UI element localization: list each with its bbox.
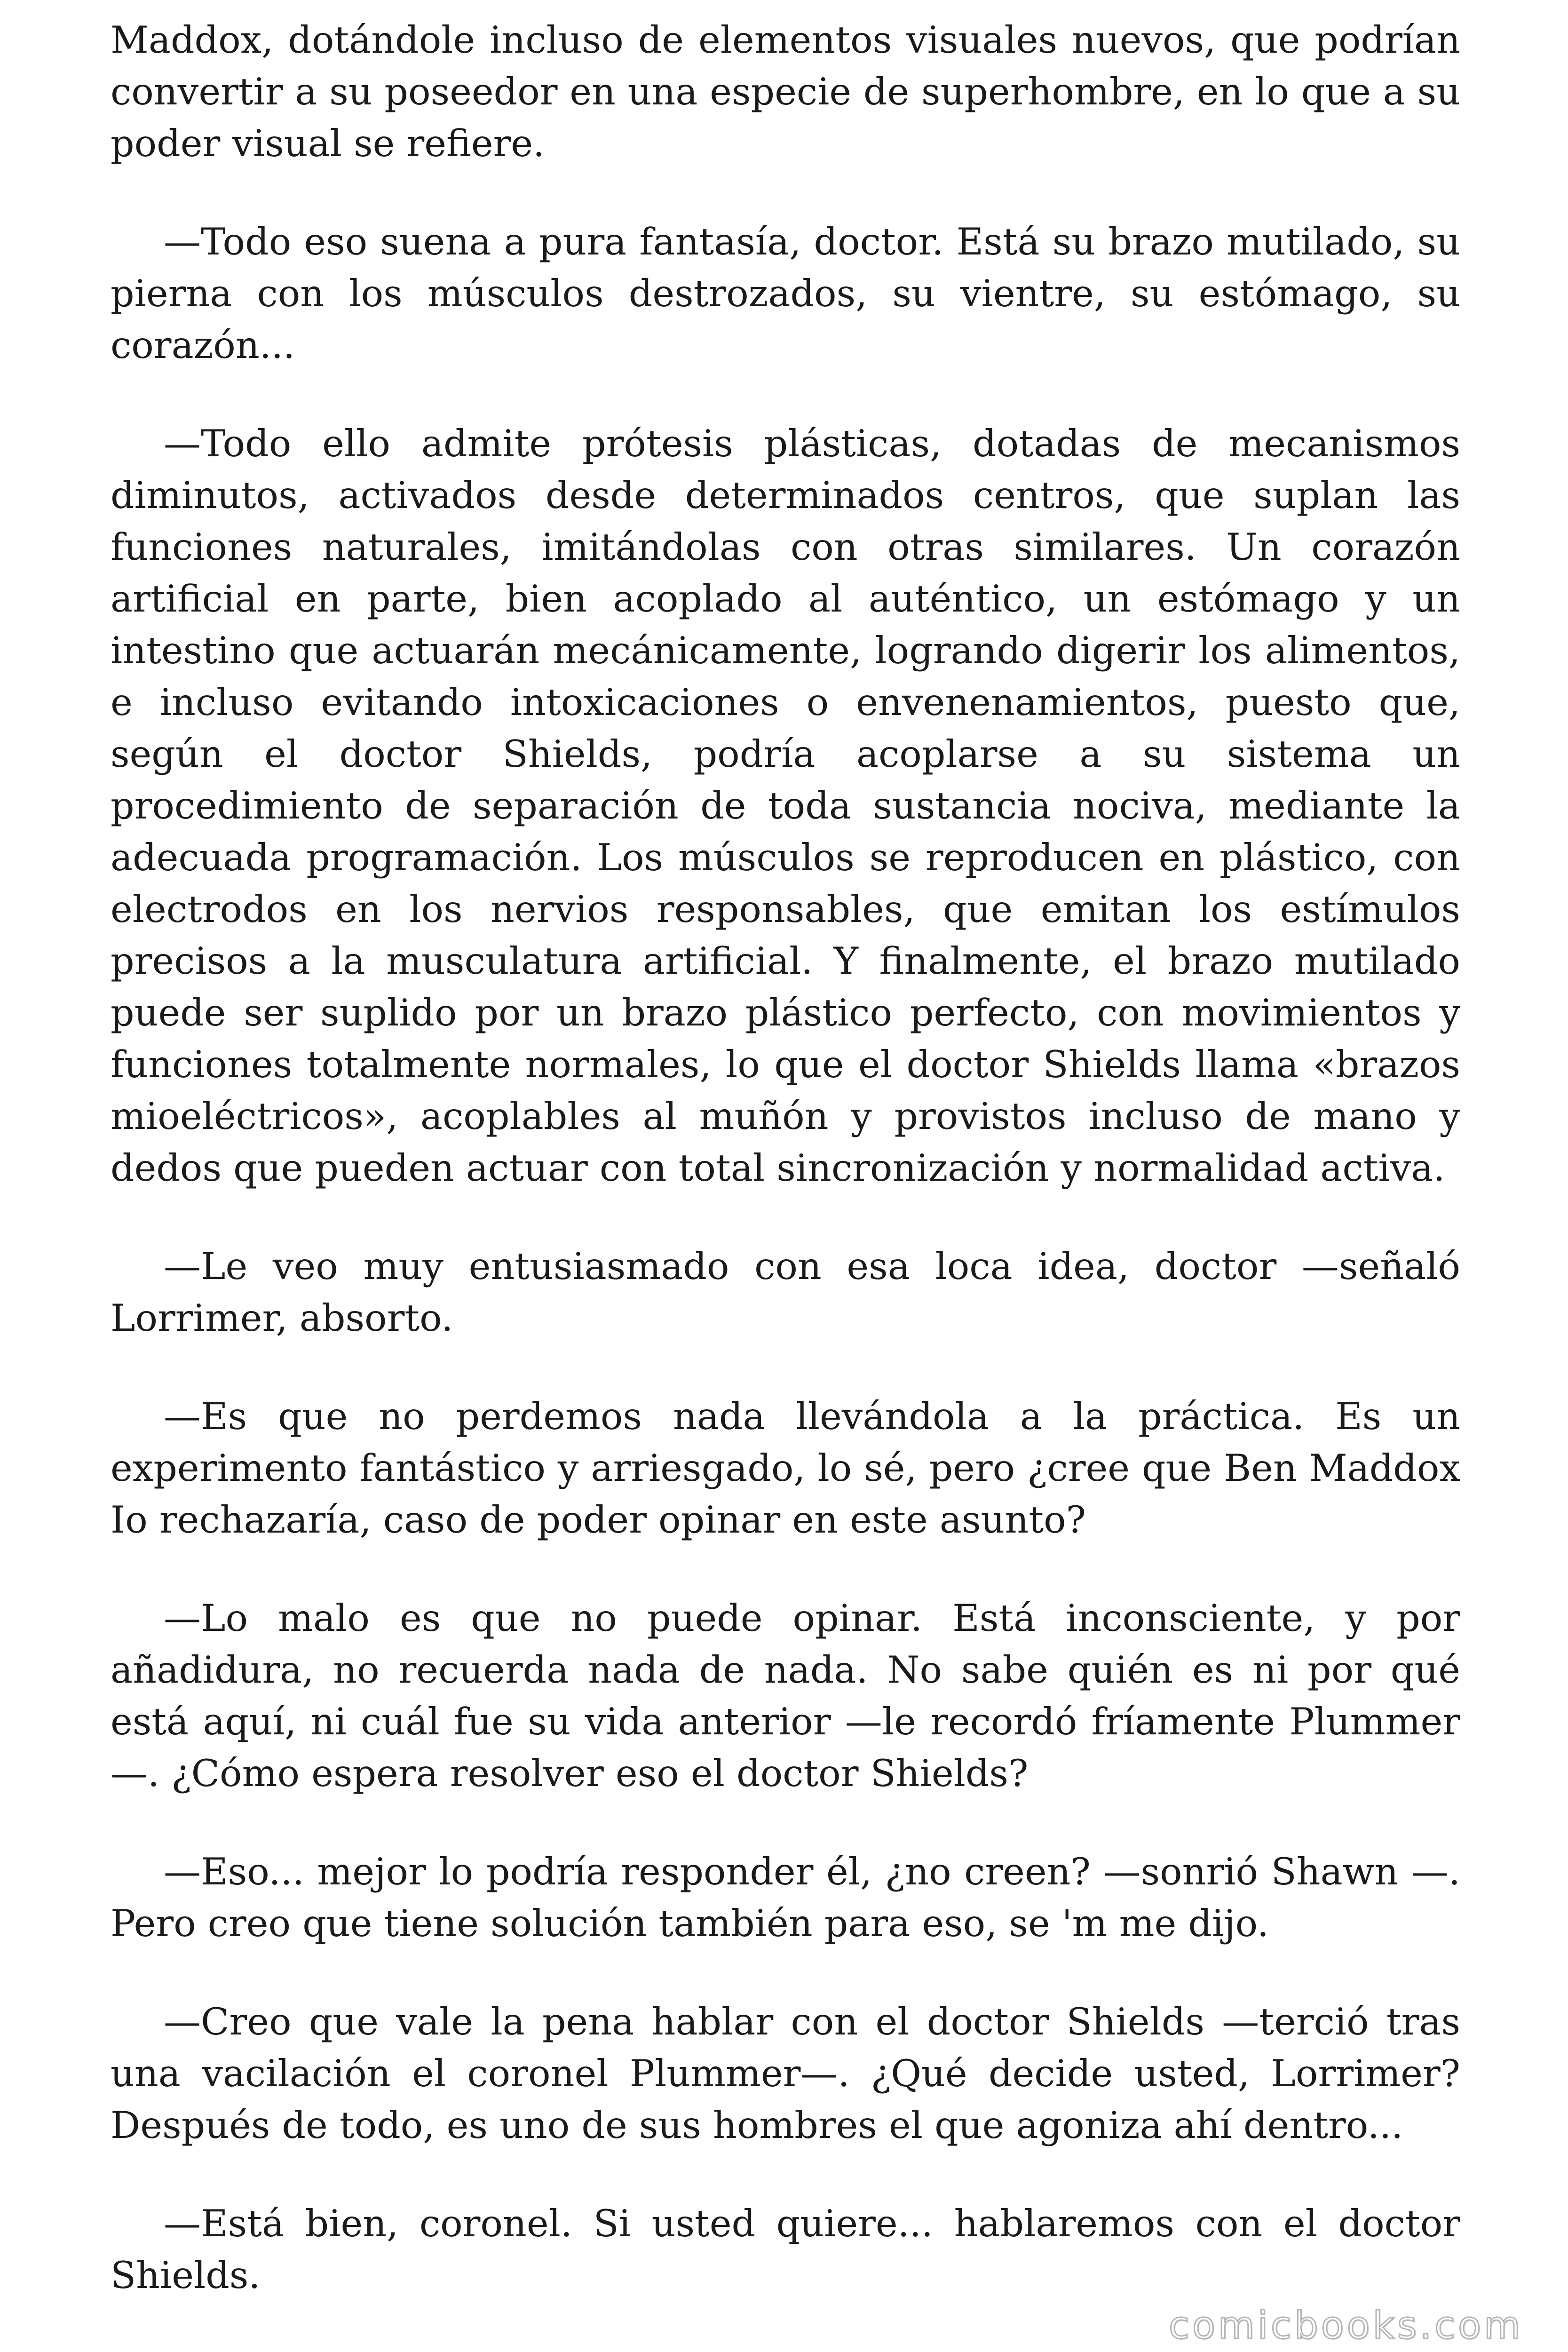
paragraph: —Lo malo es que no puede opinar. Está inconsciente, y por añadidura, no recuerda nada de nada. No sabe quién es ni por qué está aquí, ni cuál fue su vida anterior —le recordó fríamente Plummer —. ¿Cómo espera resolver eso el doctor Shields? (111, 1597, 1460, 1795)
paragraph: —Está bien, coronel. Si usted quiere... hablaremos con el doctor Shields. (111, 2202, 1460, 2297)
paragraph: —Todo ello admite prótesis plásticas, dotadas de mecanismos diminutos, activados desde determinados centros, que suplan las funciones naturales, imitándolas con otras similares. Un corazón artificial en parte, bien acoplado al auténtico, un estómago y un intestino que actuarán mecánicamente, logrando digerir los alimentos, e incluso evitando intoxicaciones o envenenamientos, puesto que, según el doctor Shields, podría acoplarse a su sistema un procedimiento de separación de toda sustancia nociva, mediante la adecuada programación. Los músculos se reproducen en plástico, con electrodos en los nervios responsables, que emitan los estímulos precisos a la musculatura artificial. Y finalmente, el brazo mutilado puede ser suplido por un brazo plástico perfecto, con movimientos y funciones totalmente normales, lo que el doctor Shields llama «brazos mioeléctricos», acoplables al muñón y provistos incluso de mano y dedos que pueden actuar con total sincronización y normalidad activa. (111, 422, 1460, 1190)
watermark: comicbooks.com (1168, 2304, 1523, 2347)
paragraph: Maddox, dotándole incluso de elementos visuales nuevos, que podrían convertir a su poseedor en una especie de superhombre, en lo que a su poder visual se refiere. (111, 18, 1460, 165)
paragraph: —Creo que vale la pena hablar con el doctor Shields —terció tras una vacilación el coronel Plummer—. ¿Qué decide usted, Lorrimer? Después de todo, es uno de sus hombres el que agoniza ahí dentro... (111, 2000, 1460, 2147)
paragraph: —Es que no perdemos nada llevándola a la práctica. Es un experimento fantástico y arriesgado, lo sé, pero ¿cree que Ben Maddox Io rechazaría, caso de poder opinar en este asunto? (111, 1395, 1460, 1542)
page-text (111, 14, 1460, 2348)
paragraph: —Todo eso suena a pura fantasía, doctor. Está su brazo mutilado, su pierna con los músculos destrozados, su vientre, su estómago, su corazón... (111, 220, 1460, 367)
paragraph: —Eso... mejor lo podría responder él, ¿no creen? —sonrió Shawn —. Pero creo que tiene solución también para eso, se 'm me dijo. (111, 1850, 1460, 1945)
paragraph: —Le veo muy entusiasmado con esa loca idea, doctor —señaló Lorrimer, absorto. (111, 1245, 1460, 1340)
